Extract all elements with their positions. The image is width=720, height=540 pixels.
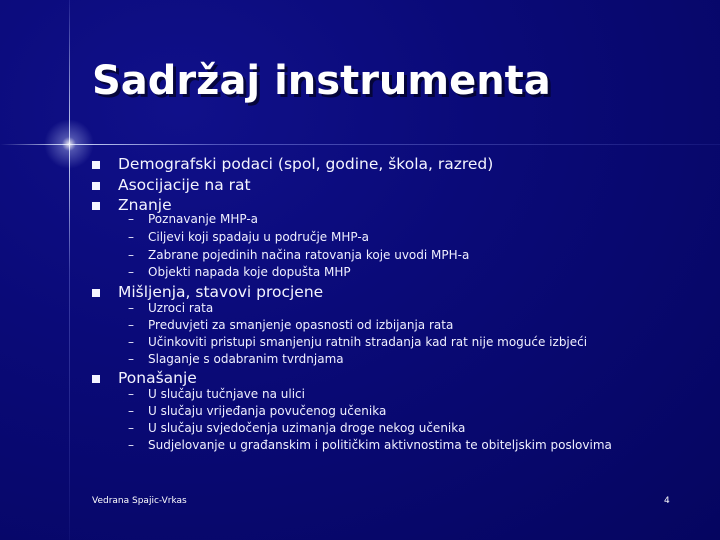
dash-bullet-icon: – [128,438,134,452]
decorative-horizontal-line [0,144,720,145]
sub-item-label: Zabrane pojedinih načina ratovanja koje uvodi MPH-a [148,248,470,262]
sub-item-label: Slaganje s odabranim tvrdnjama [148,352,344,366]
sub-item-label: Sudjelovanje u građanskim i političkim aktivnostima te obiteljskim poslovima [148,438,612,452]
sub-item-label: Učinkoviti pristupi smanjenju ratnih stradanja kad rat nije moguće izbjeći [148,335,588,349]
page-number: 4 [664,496,670,506]
item-label: Demografski podaci [118,155,273,173]
dash-bullet-icon: – [128,265,134,279]
dash-bullet-icon: – [128,248,134,262]
dash-bullet-icon: – [128,301,134,315]
item-label: Asocijacije na rat [118,176,251,194]
sub-item-label: Uzroci rata [148,301,214,315]
square-bullet-icon [92,289,100,297]
slide-title: Sadržaj instrumenta [92,58,551,104]
dash-bullet-icon: – [128,404,134,418]
sub-item-label: U slučaju vrijeđanja povučenog učenika [148,404,387,418]
dash-bullet-icon: – [128,421,134,435]
square-bullet-icon [92,161,100,169]
footer-author: Vedrana Spajic-Vrkas [92,496,187,506]
dash-bullet-icon: – [128,387,134,401]
sub-item-label: Poznavanje MHP-a [148,212,259,226]
dash-bullet-icon: – [128,230,134,244]
decorative-vertical-line [69,0,70,540]
item-label: Ponašanje [118,369,197,387]
item-label: Znanje [118,196,172,214]
dash-bullet-icon: – [128,352,134,366]
square-bullet-icon [92,202,100,210]
sub-item-label: Preduvjeti za smanjenje opasnosti od izbijanja rata [148,318,454,332]
square-bullet-icon [92,182,100,190]
dash-bullet-icon: – [128,318,134,332]
item-label: Mišljenja, stavovi procjene [118,283,324,301]
square-bullet-icon [92,375,100,383]
decorative-flare [44,119,94,169]
item-note: (spol, godine, škola, razred) [273,155,494,173]
dash-bullet-icon: – [128,335,134,349]
dash-bullet-icon: – [128,212,134,226]
sub-item-label: U slučaju tučnjave na ulici [148,387,305,401]
sub-item-label: Objekti napada koje dopušta MHP [148,265,351,279]
sub-item-label: Ciljevi koji spadaju u područje MHP-a [148,230,370,244]
sub-item-label: U slučaju svjedočenja uzimanja droge nekog učenika [148,421,466,435]
